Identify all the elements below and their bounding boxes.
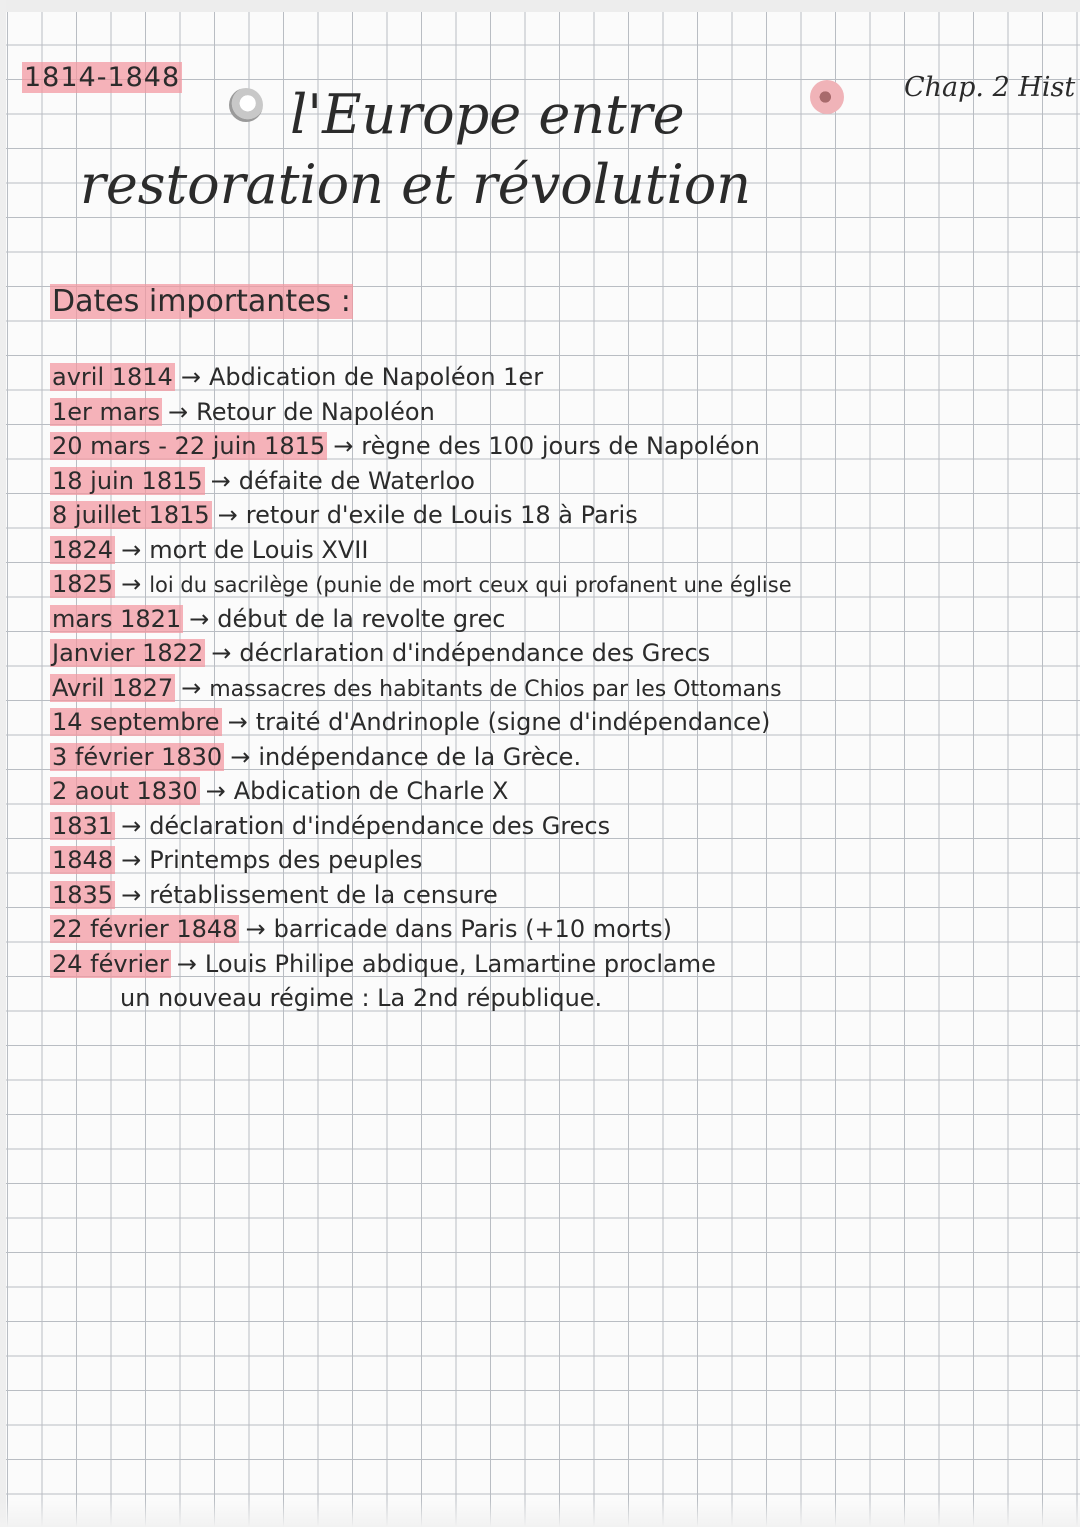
timeline-item (50, 878, 1070, 913)
arrow-icon: → (121, 811, 142, 840)
title-line-2: restoration et révolution (80, 153, 752, 216)
event-text: Louis Philipe abdique, Lamartine proclame (204, 949, 716, 978)
timeline-continuation: un nouveau régime : La 2nd république. (120, 984, 603, 1012)
event-date: 1848 (52, 846, 114, 874)
section-heading (50, 284, 353, 319)
event-date: 1er mars (52, 397, 160, 426)
event-text: défaite de Waterloo (238, 466, 475, 495)
arrow-icon: → (205, 777, 226, 805)
event-text: mort de Louis XVII (149, 535, 369, 564)
arrow-icon: → (227, 708, 248, 736)
event-text: règne des 100 jours de Napoléon (361, 432, 760, 460)
timeline-item (50, 912, 1070, 947)
event-date: 14 septembre (52, 708, 220, 736)
event-text: massacres des habitants de Chios par les Ottomans (209, 676, 782, 702)
event-date: 18 juin 1815 (52, 466, 203, 495)
event-date: 1824 (52, 535, 114, 564)
event-text: Abdication de Napoléon 1er (208, 363, 544, 391)
arrow-icon: → (121, 535, 142, 564)
arrow-icon: → (121, 846, 142, 874)
timeline-item (50, 464, 1070, 499)
page-left-edge (0, 0, 6, 1527)
event-date: 1825 (52, 570, 114, 598)
event-date: Janvier 1822 (52, 639, 204, 667)
event-text: début de la revolte grec (217, 604, 506, 633)
arrow-icon: → (121, 880, 142, 909)
event-text: rétablissement de la censure (149, 880, 498, 909)
timeline-item (50, 671, 1070, 706)
event-text: déclaration d'indépendance des Grecs (149, 811, 611, 840)
event-text: retour d'exile de Louis 18 à Paris (245, 501, 638, 529)
event-date: mars 1821 (52, 604, 182, 633)
arrow-icon: → (211, 639, 232, 667)
event-date: 2 aout 1830 (52, 777, 198, 805)
event-date: 22 février 1848 (52, 915, 238, 943)
timeline-item (50, 843, 1070, 878)
event-date: 8 juillet 1815 (52, 501, 210, 529)
arrow-icon: → (245, 915, 266, 943)
timeline-list (50, 360, 1070, 1016)
event-date: Avril 1827 (52, 673, 174, 702)
timeline-item (50, 740, 1070, 775)
event-text: indépendance de la Grèce. (258, 742, 582, 771)
event-date: 1835 (52, 880, 114, 909)
event-date: 1831 (52, 811, 114, 840)
timeline-item (50, 567, 1070, 602)
timeline-item (50, 947, 1070, 982)
timeline-item (50, 705, 1070, 740)
arrow-icon: → (121, 570, 142, 598)
event-text: décrlaration d'indépendance des Grecs (239, 639, 711, 667)
arrow-icon: → (180, 363, 201, 391)
timeline-item (50, 602, 1070, 637)
timeline-item (50, 395, 1070, 430)
event-date: 24 février (52, 949, 169, 978)
timeline-item (50, 498, 1070, 533)
years-highlight: 1814-1848 (24, 62, 181, 93)
timeline-item (50, 636, 1070, 671)
chapter-label: Chap. 2 Hist (904, 72, 1076, 103)
arrow-icon: → (181, 673, 202, 702)
event-text: Abdication de Charle X (233, 777, 509, 805)
arrow-icon: → (168, 397, 189, 426)
timeline-item (50, 533, 1070, 568)
arrow-icon: → (333, 432, 354, 460)
arrow-icon: → (217, 501, 238, 529)
timeline-item (50, 774, 1070, 809)
arrow-icon: → (230, 742, 251, 771)
page-bottom-edge (0, 1500, 1080, 1527)
arrow-icon: → (210, 466, 231, 495)
arrow-icon: → (189, 604, 210, 633)
event-text: traité d'Andrinople (signe d'indépendance) (255, 708, 771, 736)
event-date: 20 mars - 22 juin 1815 (52, 432, 326, 460)
event-date: avril 1814 (52, 363, 173, 391)
event-text: loi du sacrilège (punie de mort ceux qui profanent une église (149, 573, 792, 597)
arrow-icon: → (176, 949, 197, 978)
timeline-item (50, 809, 1070, 844)
title-line-1: l'Europe entre (290, 83, 685, 146)
timeline-item (50, 429, 1070, 464)
event-text: Retour de Napoléon (196, 397, 435, 426)
page-title (80, 80, 960, 220)
event-text: Printemps des peuples (149, 846, 423, 874)
timeline-item (50, 360, 1070, 395)
event-text: barricade dans Paris (+10 morts) (273, 915, 672, 943)
page-top-edge (0, 0, 1080, 12)
event-date: 3 février 1830 (52, 742, 223, 771)
section-heading-highlight: Dates importantes : (52, 284, 351, 319)
